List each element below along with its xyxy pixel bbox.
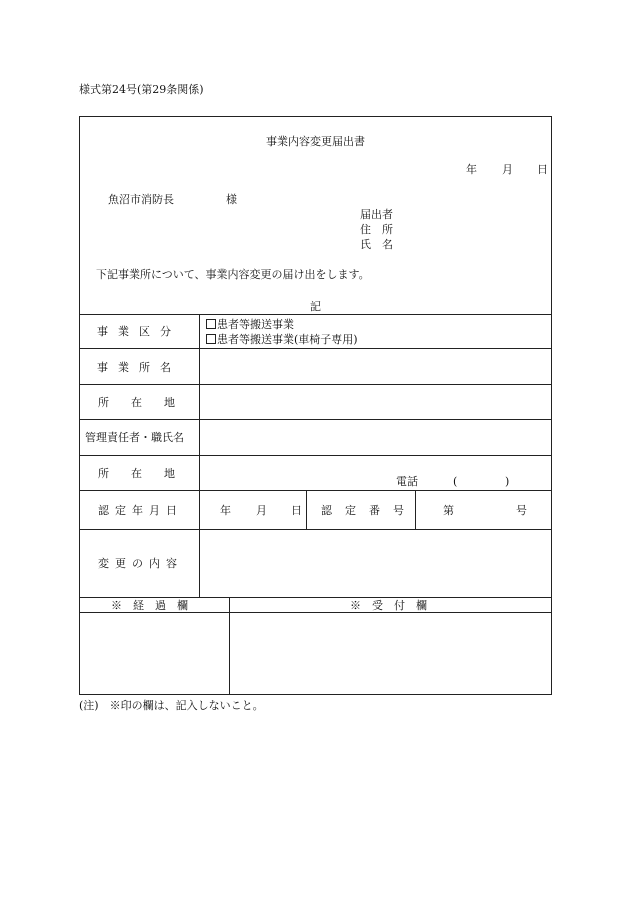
change-content-label: 変更の内容 (98, 557, 183, 570)
honorific: 様 (226, 193, 237, 206)
table-line (79, 490, 552, 491)
date-month: 月 (502, 163, 513, 176)
table-line (79, 419, 552, 420)
category-option-2[interactable] (206, 333, 358, 346)
statement: 下記事業所について、事業内容変更の届け出をします。 (96, 268, 370, 281)
manager-label: 管理責任者・職氏名 (85, 431, 184, 444)
cert-date-day: 日 (291, 504, 302, 517)
cert-date-month: 月 (256, 504, 267, 517)
cert-number-go: 号 (516, 504, 527, 517)
receipt-header: ※ 受 付 欄 (350, 599, 427, 612)
phone-label: 電話 (396, 475, 418, 488)
checkbox[interactable] (206, 319, 216, 329)
addressee: 魚沼市消防長 (108, 193, 174, 206)
ki-label: 記 (310, 300, 321, 313)
category-option-1-text: 患者等搬送事業 (217, 318, 294, 331)
notifier-name: 氏 名 (360, 238, 393, 251)
progress-header: ※ 経 過 欄 (111, 599, 188, 612)
category-option-2-text: 患者等搬送事業(車椅子専用) (217, 333, 358, 346)
category-label: 事業区分 (97, 325, 181, 338)
table-line (79, 612, 552, 613)
table-line (79, 529, 552, 530)
phone-paren-close: ) (505, 475, 510, 488)
location-label: 所在地 (98, 396, 197, 409)
date-day: 日 (537, 163, 548, 176)
table-line (229, 597, 230, 695)
phone-paren-open: ( (453, 475, 458, 488)
table-line (79, 348, 552, 349)
table-line (79, 384, 552, 385)
category-option-1[interactable] (206, 318, 294, 331)
cert-date-label: 認定年月日 (98, 504, 183, 517)
table-line (79, 455, 552, 456)
notifier-address: 住 所 (360, 223, 393, 236)
table-line (306, 490, 307, 529)
notifier-label: 届出者 (360, 208, 393, 221)
cert-date-year: 年 (220, 504, 231, 517)
office-name-label: 事業所名 (97, 361, 181, 374)
form-title: 事業内容変更届出書 (266, 135, 365, 148)
note: (注) ※印の欄は、記入しないこと。 (79, 699, 264, 712)
cert-number-label: 認定番号 (321, 504, 417, 517)
date-year: 年 (466, 163, 477, 176)
table-line (199, 314, 200, 597)
cert-number-dai: 第 (443, 504, 454, 517)
location2-label: 所在地 (98, 467, 197, 480)
form-number: 様式第24号(第29条関係) (79, 83, 204, 96)
table-line (79, 597, 552, 598)
table-line (79, 314, 552, 315)
checkbox[interactable] (206, 334, 216, 344)
